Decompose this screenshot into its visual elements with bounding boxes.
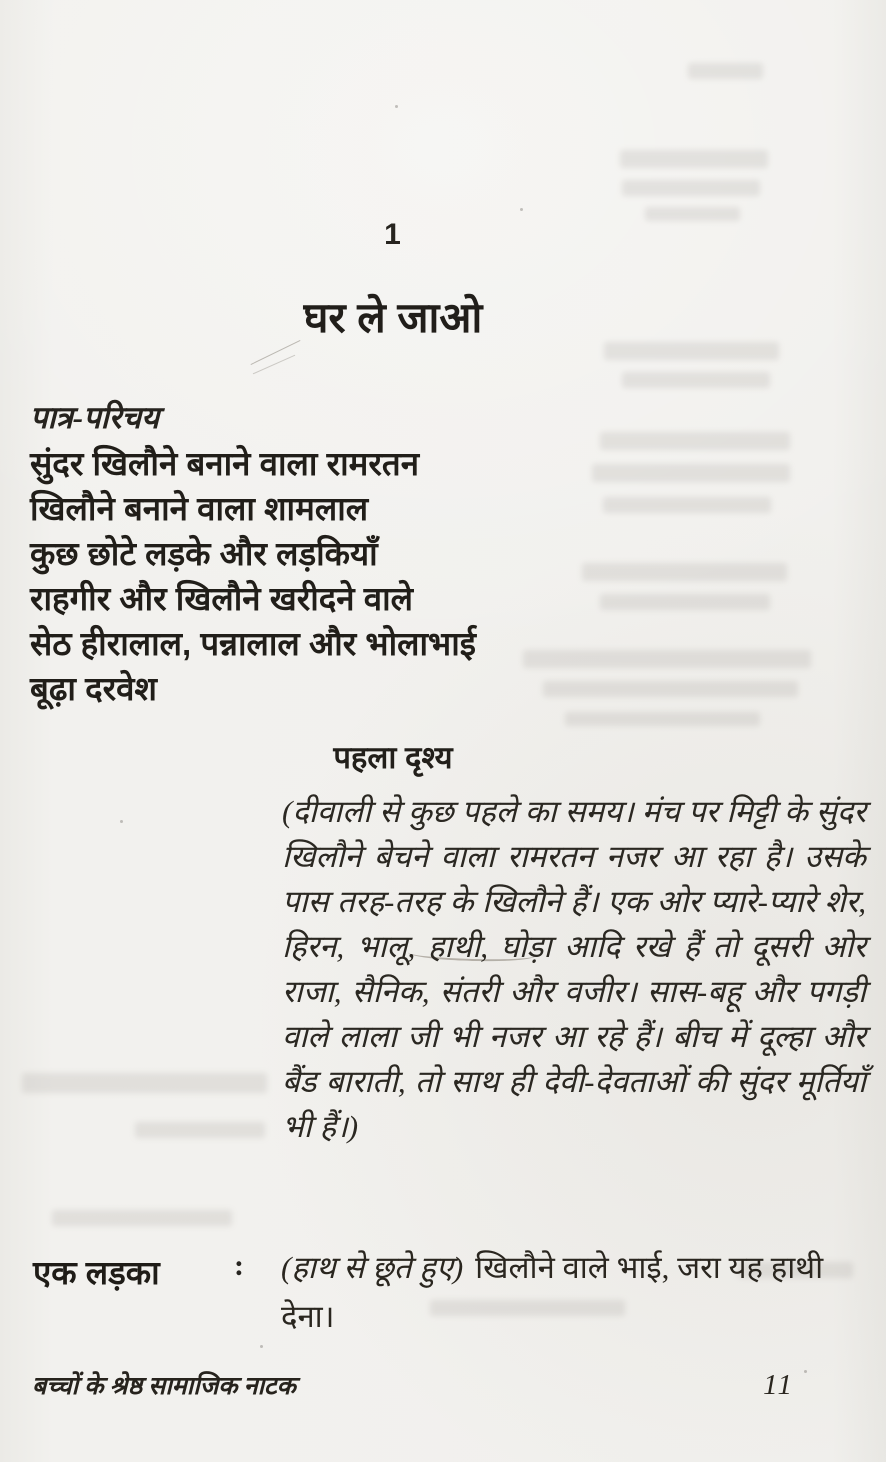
dialogue-stage-direction: (हाथ से छूते हुए) bbox=[281, 1250, 464, 1285]
paper-speck bbox=[120, 820, 123, 823]
bleed-through-artifact bbox=[22, 1073, 267, 1093]
bleed-through-artifact bbox=[688, 63, 763, 79]
bleed-through-artifact bbox=[135, 1122, 265, 1138]
footer-book-title: बच्चों के श्रेष्ठ सामाजिक नाटक bbox=[32, 1373, 296, 1400]
dialogue-line: खिलौने वाले भाई, जरा यह हाथी देना। bbox=[281, 1250, 824, 1334]
dialogue-text bbox=[281, 1243, 847, 1341]
cast-list bbox=[30, 441, 650, 711]
scratch-mark bbox=[253, 355, 295, 375]
cast-heading: पात्र-परिचय bbox=[30, 400, 160, 435]
paper-speck bbox=[804, 1370, 807, 1373]
dialogue-colon: : bbox=[234, 1249, 244, 1282]
page-footer bbox=[32, 1368, 794, 1402]
chapter-number: 1 bbox=[384, 218, 402, 251]
dialogue-speaker: एक लड़का bbox=[33, 1254, 160, 1291]
paper-speck bbox=[395, 105, 398, 108]
cast-member: सुंदर खिलौने बनाने वाला रामरतन bbox=[30, 445, 420, 482]
bleed-through-artifact bbox=[622, 372, 770, 388]
cast-member: खिलौने बनाने वाला शामलाल bbox=[30, 490, 369, 527]
footer-page-number: 11 bbox=[763, 1369, 794, 1401]
stage-direction: (दीवाली से कुछ पहले का समय। मंच पर मिट्टी के सुंदर खिलौने बेचने वाला रामरतन नजर आ रहा है। उसके पास तरह-तरह के खिलौने हैं। एक ओर प्यारे-प्यारे शेर, हिरन, भालू, हाथी, घोड़ा आदि रखे हैं तो दूसरी ओर राजा, सैनिक, संतरी और वजीर। सास-बहू और पगड़ी वाले लाला जी भी नजर आ रहे हैं। बीच में दूल्हा और बैंड बाराती, तो साथ ही देवी-देवताओं की सुंदर मूर्तियाँ भी हैं।) bbox=[282, 794, 866, 1144]
bleed-through-artifact bbox=[52, 1210, 232, 1226]
paper-speck bbox=[520, 208, 523, 211]
bleed-through-artifact bbox=[565, 712, 760, 726]
bleed-through-artifact bbox=[622, 180, 760, 196]
cast-member: राहगीर और खिलौने खरीदने वाले bbox=[30, 580, 414, 617]
play-title: घर ले जाओ bbox=[303, 294, 483, 341]
cast-member: सेठ हीरालाल, पन्नालाल और भोलाभाई bbox=[30, 625, 477, 662]
scene-heading: पहला दृश्य bbox=[333, 740, 453, 775]
cast-member: बूढ़ा दरवेश bbox=[30, 670, 157, 707]
paper-speck bbox=[260, 1345, 263, 1348]
bleed-through-artifact bbox=[620, 150, 768, 168]
cast-member: कुछ छोटे लड़के और लड़कियाँ bbox=[30, 535, 378, 572]
